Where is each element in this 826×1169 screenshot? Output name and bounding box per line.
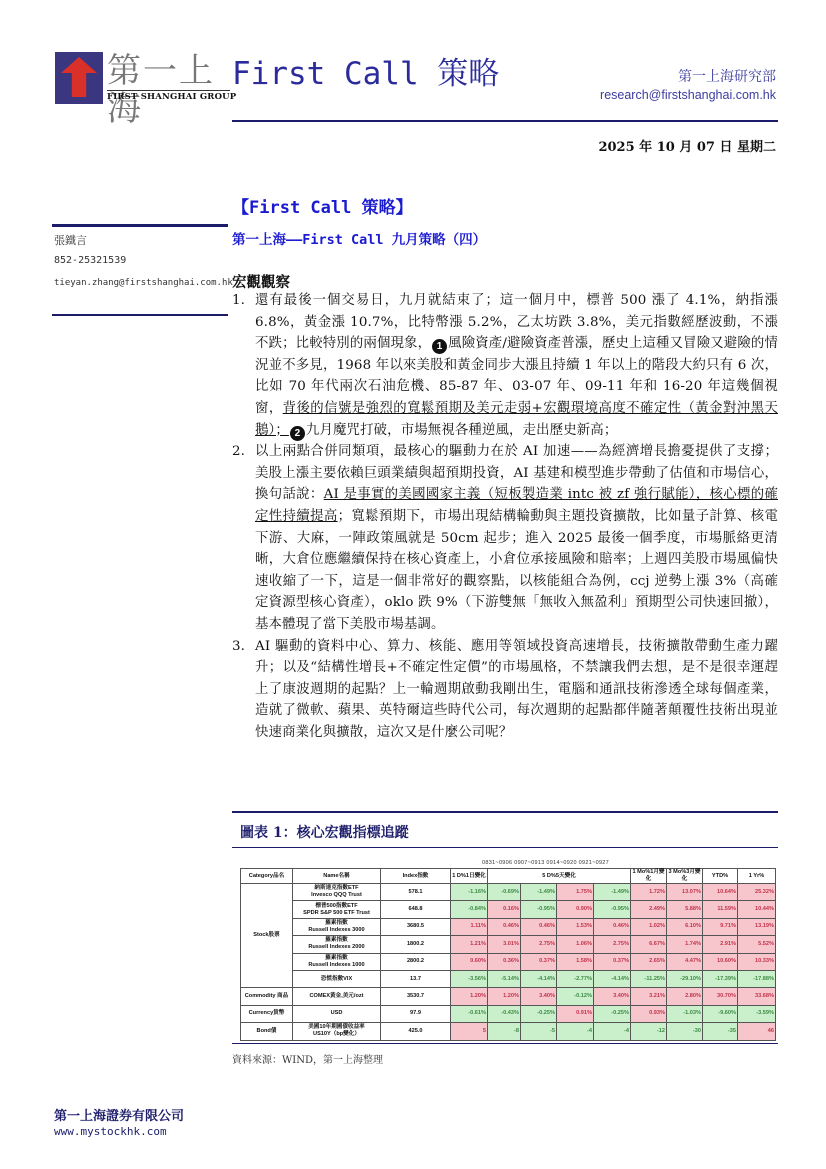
name-line: COMEX黃金,美元/ozt	[309, 993, 364, 1000]
value-cell: -1.03%	[667, 1005, 703, 1022]
week-ranges: 0831~0906 0907~0913 0914~0920 0921~0927	[482, 860, 610, 866]
underlined-text: AI 是事實的美國國家主義（短板製造業 intc 被 zf 強行賦能），核心標的確定性持續提高	[255, 487, 778, 524]
figure-divider-bottom	[232, 1043, 778, 1044]
value-cell: 1.75%	[557, 884, 594, 901]
value-cell: 1.58%	[557, 953, 594, 970]
name-cell	[293, 988, 381, 1005]
section-title: 【First Call 策略】	[232, 198, 413, 218]
value-cell: -9.60%	[703, 1005, 738, 1022]
list-item	[232, 441, 778, 635]
value-cell: -0.69%	[488, 884, 521, 901]
value-cell: 5.52%	[738, 936, 776, 953]
text: ；寬鬆預期下，市場出現結構輪動與主題投資擴散，比如量子計算、核電下游、大麻，一陣政策風就是 50cm 起步；進入 2025 最後一個季度，市場脈絡更清晰，大倉位應繼續保持在核心資產上，小倉位承接風險和賠率；上週四美股市場風偏快速收縮了一下，這是一個非常好的觀察點，以核能組合為例，ccj 逆勢上漲 3%（高確定資源型核心資產），oklo 跌 9%（下游雙無「無收入無盈利」預期型公司快速回撤），基本體現了當下美股市場基調。	[255, 508, 778, 632]
value-cell: 0.37%	[594, 953, 631, 970]
department: 第一上海研究部	[678, 69, 776, 85]
name-line: 恐慌指數VIX	[320, 975, 353, 982]
value-cell: 0.46%	[594, 918, 631, 935]
name-line: 羅素指數	[325, 919, 348, 926]
sidebar-divider-bottom	[52, 314, 228, 316]
value-cell: 1.11%	[451, 918, 488, 935]
index-cell: 3680.5	[381, 918, 451, 935]
footer-company: 第一上海證券有限公司	[54, 1109, 185, 1124]
list-item	[232, 636, 778, 744]
value-cell: -4.14%	[521, 970, 557, 987]
value-cell: -4	[557, 1023, 594, 1040]
table-row	[241, 1005, 776, 1022]
value-cell: -0.95%	[521, 901, 557, 918]
index-cell: 578.1	[381, 884, 451, 901]
value-cell: -5.14%	[488, 970, 521, 987]
name-line: 羅素指數	[325, 937, 348, 944]
value-cell: 10.60%	[703, 953, 738, 970]
category-cell: Commodity 商品	[241, 988, 293, 1005]
logo-mark-icon	[55, 52, 103, 104]
table-row	[241, 953, 776, 970]
value-cell: 10.64%	[703, 884, 738, 901]
value-cell: 2.49%	[631, 901, 667, 918]
value-cell: 25.32%	[738, 884, 776, 901]
index-cell: 3530.7	[381, 988, 451, 1005]
value-cell: 0.90%	[557, 901, 594, 918]
value-cell: -0.95%	[594, 901, 631, 918]
text: 九月魔咒打破，市場無視各種逆風，走出歷史新高；	[305, 422, 618, 438]
text: 還有最後一個交易日，九月就結束了；這一個月中，標普 500 漲了 4.1%，納指漲 6.8%，黃金漲 10.7%，比特幣漲 5.2%，乙太坊跌 3.8%，美元指數經歷波動，不漲不跌；比較特別的兩個現象，	[255, 293, 778, 352]
name-cell	[293, 1023, 381, 1040]
name-line: Russell Indexes 3000	[308, 926, 365, 933]
sidebar-divider-top	[52, 224, 228, 227]
name-line: 標普500指數ETF	[315, 902, 358, 909]
value-cell: -0.61%	[451, 1005, 488, 1022]
value-cell: -17.88%	[738, 970, 776, 987]
index-cell: 648.8	[381, 901, 451, 918]
name-line: SPDR S&P 500 ETF Trust	[303, 909, 370, 916]
value-cell: 0.16%	[488, 901, 521, 918]
value-cell: -5	[521, 1023, 557, 1040]
column-header: Index指數	[381, 869, 451, 884]
value-cell: 6.67%	[631, 936, 667, 953]
value-cell: 2.80%	[667, 988, 703, 1005]
name-line: USD	[330, 1010, 343, 1017]
table-row	[241, 1023, 776, 1040]
item-number: 2.	[232, 444, 246, 460]
name-cell	[293, 970, 381, 987]
value-cell: 3.21%	[631, 988, 667, 1005]
value-cell: 3.40%	[594, 988, 631, 1005]
value-cell: 4.47%	[667, 953, 703, 970]
value-cell: -35	[703, 1023, 738, 1040]
value-cell: -2.77%	[557, 970, 594, 987]
value-cell: 0.36%	[488, 953, 521, 970]
name-line: 納斯達克指數ETF	[314, 885, 359, 892]
item-number: 3.	[232, 638, 246, 654]
column-header: YTD%	[703, 869, 738, 884]
value-cell: 1.21%	[451, 936, 488, 953]
name-line: 羅素指數	[325, 954, 348, 961]
value-cell: -0.12%	[557, 988, 594, 1005]
value-cell: 1.72%	[631, 884, 667, 901]
table-row	[241, 918, 776, 935]
macro-indicator-table	[240, 868, 776, 1041]
value-cell: 2.65%	[631, 953, 667, 970]
name-cell	[293, 884, 381, 901]
figure-divider-top	[232, 811, 778, 813]
value-cell: -0.43%	[488, 1005, 521, 1022]
value-cell: 6.10%	[667, 918, 703, 935]
value-cell: -29.10%	[667, 970, 703, 987]
value-cell: -17.39%	[703, 970, 738, 987]
value-cell: -3.59%	[738, 1005, 776, 1022]
section-heading: 宏觀觀察	[232, 274, 290, 291]
value-cell: -1.49%	[594, 884, 631, 901]
value-cell: 10.33%	[738, 953, 776, 970]
value-cell: 0.91%	[557, 1005, 594, 1022]
figure-source: 資料來源：WIND，第一上海整理	[232, 1055, 383, 1066]
table-row	[241, 901, 776, 918]
report-title: First Call 策略	[232, 56, 500, 92]
value-cell: -3.56%	[451, 970, 488, 987]
value-cell: 2.91%	[703, 936, 738, 953]
report-subtitle: 第一上海——First Call 九月策略（四）	[232, 232, 487, 248]
index-cell: 1800.2	[381, 936, 451, 953]
figure-divider-mid	[232, 847, 778, 848]
value-cell: 1.53%	[557, 918, 594, 935]
number-badge-icon: 1	[432, 339, 447, 354]
value-cell: -0.25%	[594, 1005, 631, 1022]
value-cell: -30	[667, 1023, 703, 1040]
analyst-name: 張鐵言	[54, 234, 87, 247]
value-cell: 0.37%	[521, 953, 557, 970]
value-cell: 0.46%	[521, 918, 557, 935]
name-line: Russell Indexes 1000	[308, 961, 365, 968]
value-cell: 33.68%	[738, 988, 776, 1005]
value-cell: 10.44%	[738, 901, 776, 918]
value-cell: -4.14%	[594, 970, 631, 987]
number-badge-icon: 2	[290, 426, 305, 441]
value-cell: -0.84%	[451, 901, 488, 918]
column-header: 1 D%1日變化	[451, 869, 488, 884]
name-line: Russell Indexes 2000	[308, 944, 365, 951]
value-cell: 2.75%	[521, 936, 557, 953]
name-cell	[293, 1005, 381, 1022]
list-item	[232, 290, 778, 441]
analyst-phone: 852-25321539	[54, 255, 127, 266]
value-cell: -8	[488, 1023, 521, 1040]
value-cell: 30.70%	[703, 988, 738, 1005]
index-cell: 13.7	[381, 970, 451, 987]
value-cell: 1.20%	[451, 988, 488, 1005]
value-cell: 11.59%	[703, 901, 738, 918]
index-cell: 425.0	[381, 1023, 451, 1040]
text: 以上兩點合併同類項，最核心的驅動力在於 AI 加速——為經濟增長擔憂提供了支撐；美股上漲主要依賴巨頭業績與超預期投資，AI 基建和模型進步帶動了估值和市場信心，換句話說：	[255, 444, 778, 503]
value-cell: -11.25%	[631, 970, 667, 987]
value-cell: -0.25%	[521, 1005, 557, 1022]
value-cell: 0.60%	[451, 953, 488, 970]
value-cell: 1.74%	[667, 936, 703, 953]
name-cell	[293, 918, 381, 935]
column-header: Category品名	[241, 869, 293, 884]
value-cell: -1.16%	[451, 884, 488, 901]
value-cell: 3.40%	[521, 988, 557, 1005]
value-cell: 3.01%	[488, 936, 521, 953]
value-cell: -12	[631, 1023, 667, 1040]
analyst-email[interactable]: tieyan.zhang@firstshanghai.com.hk	[54, 278, 233, 288]
value-cell: 5.88%	[667, 901, 703, 918]
column-header: 1 Yr%	[738, 869, 776, 884]
logo-en: FIRST SHANGHAI GROUP	[107, 92, 237, 102]
text: 風險資產/避險資產普漲，歷史上這種又冒險又避險的情況並不多見，1968 年以來美股和黃金同步大漲且持續 1 年以上的階段大約只有 6 次，比如 70 年代兩次石油危機、85-87 年、03-07 年、09-11 年和 16-20 年這幾個視窗，	[255, 336, 778, 416]
index-cell: 97.9	[381, 1005, 451, 1022]
table-row	[241, 936, 776, 953]
article-body	[232, 290, 778, 743]
index-cell: 2800.2	[381, 953, 451, 970]
category-cell: Stock股票	[241, 884, 293, 988]
table-row	[241, 970, 776, 987]
report-date: 2025 年 10 月 07 日 星期二	[598, 140, 776, 155]
value-cell: 1.06%	[557, 936, 594, 953]
name-cell	[293, 953, 381, 970]
column-header: Name名稱	[293, 869, 381, 884]
value-cell: -1.49%	[521, 884, 557, 901]
value-cell: -4	[594, 1023, 631, 1040]
item-number: 1.	[232, 293, 246, 308]
value-cell: 5	[451, 1023, 488, 1040]
category-cell: Bond債	[241, 1023, 293, 1040]
name-line: 美國10年期國債收益率	[308, 1024, 365, 1031]
company-logo	[55, 51, 237, 129]
value-cell: 13.19%	[738, 918, 776, 935]
value-cell: 46	[738, 1023, 776, 1040]
column-header: 1 Mo%1月變化	[632, 869, 665, 882]
logo-cn: 第一上海	[107, 51, 215, 129]
value-cell: 0.93%	[631, 1005, 667, 1022]
department-email[interactable]: research@firstshanghai.com.hk	[600, 88, 776, 102]
column-header: 3 Mo%3月變化	[668, 869, 701, 882]
value-cell: 0.46%	[488, 918, 521, 935]
column-header: 5 D%5天變化	[488, 869, 631, 884]
name-line: US10Y（bp變化）	[313, 1031, 360, 1038]
name-line: Invesco QQQ Trust	[311, 892, 362, 899]
table-row	[241, 988, 776, 1005]
name-cell	[293, 901, 381, 918]
value-cell: 13.07%	[667, 884, 703, 901]
category-cell: Currency貨幣	[241, 1005, 293, 1022]
value-cell: 2.75%	[594, 936, 631, 953]
name-cell	[293, 936, 381, 953]
underlined-text: 背後的信號是強烈的寬鬆預期及美元走弱+宏觀環境高度不確定性（黃金對沖黑天鵝）；	[255, 400, 778, 438]
value-cell: 9.71%	[703, 918, 738, 935]
header-divider	[232, 120, 778, 122]
figure-title: 圖表 1：核心宏觀指標追蹤	[240, 825, 409, 841]
value-cell: 1.20%	[488, 988, 521, 1005]
value-cell: 1.02%	[631, 918, 667, 935]
text: AI 驅動的資料中心、算力、核能、應用等領域投資高速增長，技術擴散帶動生產力躍升；以及“結構性增長+不確定性定價”的市場風格，不禁讓我們去想，是不是很幸運趕上了康波週期的起點？上一輪週期啟動我剛出生，電腦和通訊技術滲透全球每個產業，造就了微軟、蘋果、英特爾這些時代公司，每次週期的起點都伴隨著顛覆性技術出現並快速商業化與擴散，這次又是什麼公司呢？	[255, 638, 778, 740]
footer-url[interactable]: www.mystockhk.com	[54, 1125, 167, 1138]
table-row	[241, 884, 776, 901]
